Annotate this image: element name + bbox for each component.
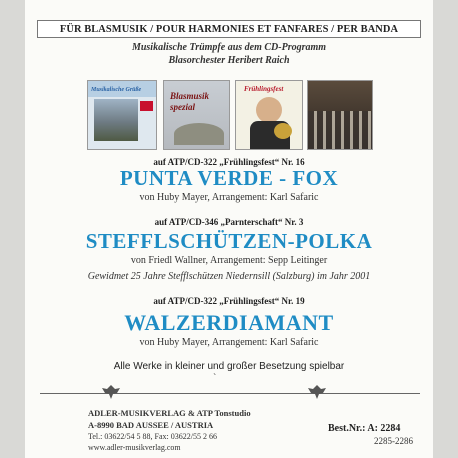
piece-credit-3: von Huby Mayer, Arrangement: Karl Safaric bbox=[139, 337, 319, 348]
eagle-icon-left bbox=[100, 383, 122, 401]
piece-title-2: STEFFLSCHÜTZEN-POLKA bbox=[85, 229, 373, 253]
cd-cover-blasmusik-spezial bbox=[163, 80, 230, 150]
piece-source-1: auf ATP/CD-322 „Frühlingsfest“ Nr. 16 bbox=[153, 157, 305, 167]
tick-mark: ` bbox=[213, 373, 217, 384]
piece-source-3: auf ATP/CD-322 „Frühlingsfest“ Nr. 19 bbox=[153, 296, 305, 306]
header-banner: FÜR BLASMUSIK / POUR HARMONIES ET FANFARES / PER BANDA bbox=[37, 20, 421, 38]
cd-cover-orchestra bbox=[307, 80, 373, 150]
cd-label: Blasmusik spezial bbox=[170, 91, 210, 112]
publisher-website[interactable]: www.adler-musikverlag.com bbox=[88, 443, 181, 452]
cd-cover-fruehlingsfest bbox=[235, 80, 303, 150]
eagle-icon-right bbox=[306, 383, 328, 401]
subtitle-line2: Blasorchester Heribert Raich bbox=[168, 55, 290, 66]
piece-credit-2: von Friedl Wallner, Arrangement: Sepp Leitinger bbox=[130, 255, 328, 266]
piece-source-2: auf ATP/CD-346 „Parnterschaft“ Nr. 3 bbox=[154, 217, 304, 227]
cd-cover-musikalische-gruesse bbox=[87, 80, 157, 150]
publisher-address: A-8990 BAD AUSSEE / AUSTRIA bbox=[88, 420, 214, 430]
cd-label: Musikalische Grüße bbox=[91, 87, 142, 93]
footer-rule bbox=[40, 393, 420, 394]
ensemble-note: Alle Werke in kleiner und großer Besetzung spielbar bbox=[113, 361, 345, 372]
publisher-phone: Tel.: 03622/54 5 88, Fax: 03622/55 2 66 bbox=[88, 432, 217, 441]
publisher-name: ADLER-MUSIKVERLAG & ATP Tonstudio bbox=[88, 408, 251, 418]
piece-credit-1: von Huby Mayer, Arrangement: Karl Safaric bbox=[139, 192, 319, 203]
piece-title-1: PUNTA VERDE - FOX bbox=[119, 166, 339, 190]
order-range: 2285-2286 bbox=[374, 436, 413, 446]
piece-title-3: WALZERDIAMANT bbox=[124, 310, 334, 335]
cd-label: Frühlingsfest bbox=[244, 85, 284, 93]
piece-dedication-2: Gewidmet 25 Jahre Stefflschützen Niedernsill (Salzburg) im Jahr 2001 bbox=[87, 271, 371, 282]
subtitle-line1: Musikalische Trümpfe aus dem CD-Programm bbox=[131, 42, 327, 53]
order-number: Best.Nr.: A: 2284 bbox=[328, 423, 401, 434]
